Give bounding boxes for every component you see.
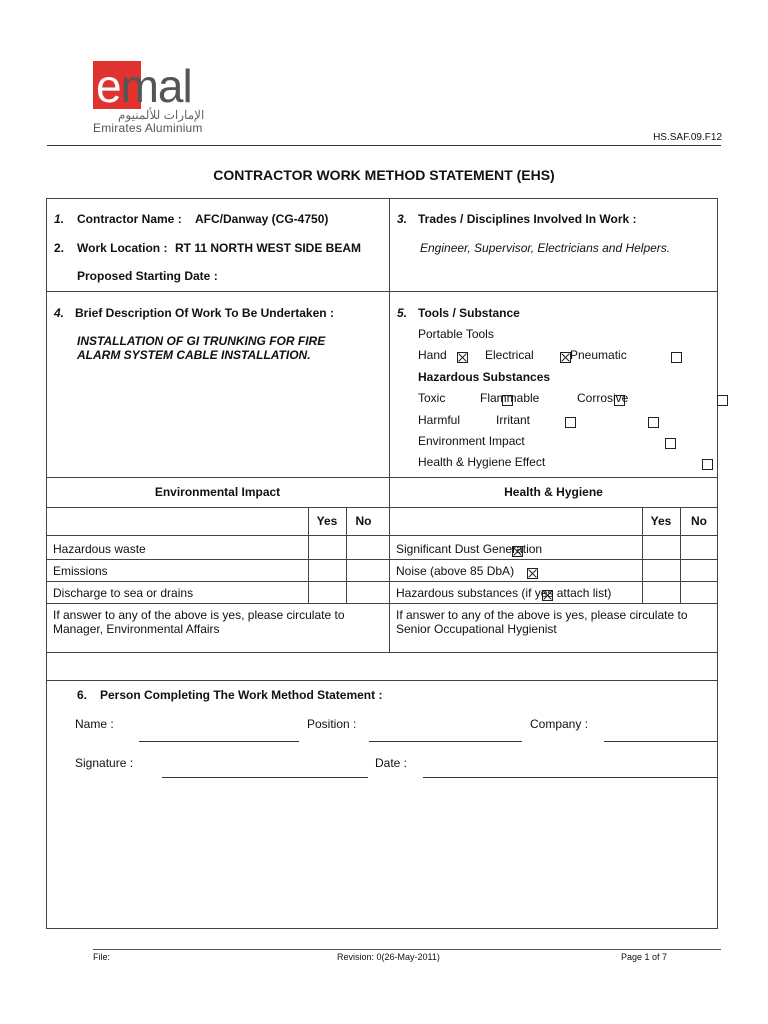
- page-title: CONTRACTOR WORK METHOD STATEMENT (EHS): [213, 167, 555, 183]
- section-2-number: 2.: [54, 241, 65, 255]
- row-divider-7: [46, 603, 718, 604]
- row-divider-9: [46, 680, 718, 681]
- env-emissions-no-checkbox[interactable]: [527, 568, 538, 579]
- row-divider-4: [46, 535, 718, 536]
- work-location-label: Work Location :: [77, 241, 168, 255]
- contractor-name-label: Contractor Name :: [77, 212, 182, 226]
- column-divider: [389, 198, 390, 652]
- env-no-header: No: [355, 514, 372, 528]
- irritant-label: Irritant: [496, 413, 531, 427]
- toxic-label: Toxic: [418, 391, 446, 405]
- corrosive-label: Corrosive: [577, 391, 629, 405]
- work-description-label: Brief Description Of Work To Be Undertaken :: [75, 306, 334, 320]
- footer-file: File:: [93, 952, 111, 962]
- row-divider-2: [46, 477, 718, 478]
- work-location-value: RT 11 NORTH WEST SIDE BEAM: [175, 241, 362, 255]
- logo-arabic: الإمارات للألمنيوم: [118, 108, 205, 122]
- flammable-label: Flammable: [480, 391, 540, 405]
- health-hygiene-effect-checkbox[interactable]: [702, 459, 713, 470]
- row-divider-5: [46, 559, 718, 560]
- harmful-label: Harmful: [418, 413, 461, 427]
- tools-label: Tools / Substance: [418, 306, 520, 320]
- footer-revision: Revision: 0(26-May-2011): [337, 952, 440, 962]
- company-field[interactable]: [604, 741, 717, 742]
- section-3-number: 3.: [397, 212, 408, 226]
- pneumatic-label: Pneumatic: [570, 348, 627, 362]
- env-yes-header: Yes: [316, 514, 338, 528]
- position-label: Position :: [307, 717, 357, 731]
- person-completing-label: Person Completing The Work Method Statement :: [100, 688, 383, 702]
- trades-value: Engineer, Supervisor, Electricians and Helpers.: [420, 241, 671, 255]
- corrosive-checkbox[interactable]: [717, 395, 728, 406]
- portable-tools-label: Portable Tools: [418, 327, 494, 341]
- logo-english: Emirates Aluminium: [93, 121, 203, 135]
- health-row-hazardous-substances: Hazardous substances (if yes attach list): [396, 586, 612, 600]
- row-divider-3: [46, 507, 718, 508]
- signature-field[interactable]: [162, 777, 368, 778]
- work-description-line-1: INSTALLATION OF GI TRUNKING FOR FIRE: [77, 334, 326, 348]
- logo: [96, 62, 192, 110]
- footer-divider: [93, 949, 721, 950]
- env-note: If answer to any of the above is yes, please circulate to Manager, Environmental Affairs: [53, 608, 345, 636]
- environment-impact-label: Environment Impact: [418, 434, 525, 448]
- irritant-checkbox[interactable]: [648, 417, 659, 428]
- document-reference: HS.SAF.09.F12: [653, 132, 722, 143]
- section-1-number: 1.: [54, 212, 65, 226]
- date-field[interactable]: [423, 777, 717, 778]
- company-label: Company :: [530, 717, 589, 731]
- health-hygiene-effect-label: Health & Hygiene Effect: [418, 455, 546, 469]
- pneumatic-checkbox[interactable]: [671, 352, 682, 363]
- env-row-discharge: Discharge to sea or drains: [53, 586, 194, 600]
- footer-page: Page 1 of 7: [621, 952, 668, 962]
- health-note: If answer to any of the above is yes, please circulate to Senior Occupational Hygienist: [396, 608, 688, 636]
- section-4-number: 4.: [54, 306, 65, 320]
- name-label: Name :: [75, 717, 114, 731]
- health-no-header: No: [691, 514, 707, 528]
- row-divider-8: [46, 652, 718, 653]
- contractor-name-value: AFC/Danway (CG-4750): [195, 212, 329, 226]
- env-impact-heading: Environmental Impact: [154, 485, 281, 499]
- env-row-emissions: Emissions: [53, 564, 108, 578]
- row-divider-1: [46, 291, 718, 292]
- starting-date-label: Proposed Starting Date :: [77, 269, 218, 283]
- header-divider: [47, 145, 721, 146]
- logo-mal: mal: [120, 60, 192, 112]
- date-label: Date :: [375, 756, 408, 770]
- hand-label: Hand: [418, 348, 447, 362]
- health-row-noise: Noise (above 85 DbA): [396, 564, 515, 578]
- work-description-line-2: ALARM SYSTEM CABLE INSTALLATION.: [77, 348, 311, 362]
- position-field[interactable]: [369, 741, 522, 742]
- health-yes-header: Yes: [650, 514, 672, 528]
- hazardous-substances-label: Hazardous Substances: [418, 370, 551, 384]
- logo-e: e: [96, 60, 121, 112]
- harmful-checkbox[interactable]: [565, 417, 576, 428]
- row-divider-6: [46, 581, 718, 582]
- section-5-number: 5.: [397, 306, 408, 320]
- electrical-label: Electrical: [485, 348, 534, 362]
- environment-impact-checkbox[interactable]: [665, 438, 676, 449]
- hand-checkbox[interactable]: [457, 352, 468, 363]
- trades-label: Trades / Disciplines Involved In Work :: [418, 212, 637, 226]
- signature-label: Signature :: [75, 756, 134, 770]
- name-field[interactable]: [139, 741, 299, 742]
- health-hygiene-heading: Health & Hygiene: [504, 485, 603, 499]
- health-row-dust: Significant Dust Generation: [396, 542, 543, 556]
- env-row-hazardous-waste: Hazardous waste: [53, 542, 146, 556]
- section-6-number: 6.: [77, 688, 88, 702]
